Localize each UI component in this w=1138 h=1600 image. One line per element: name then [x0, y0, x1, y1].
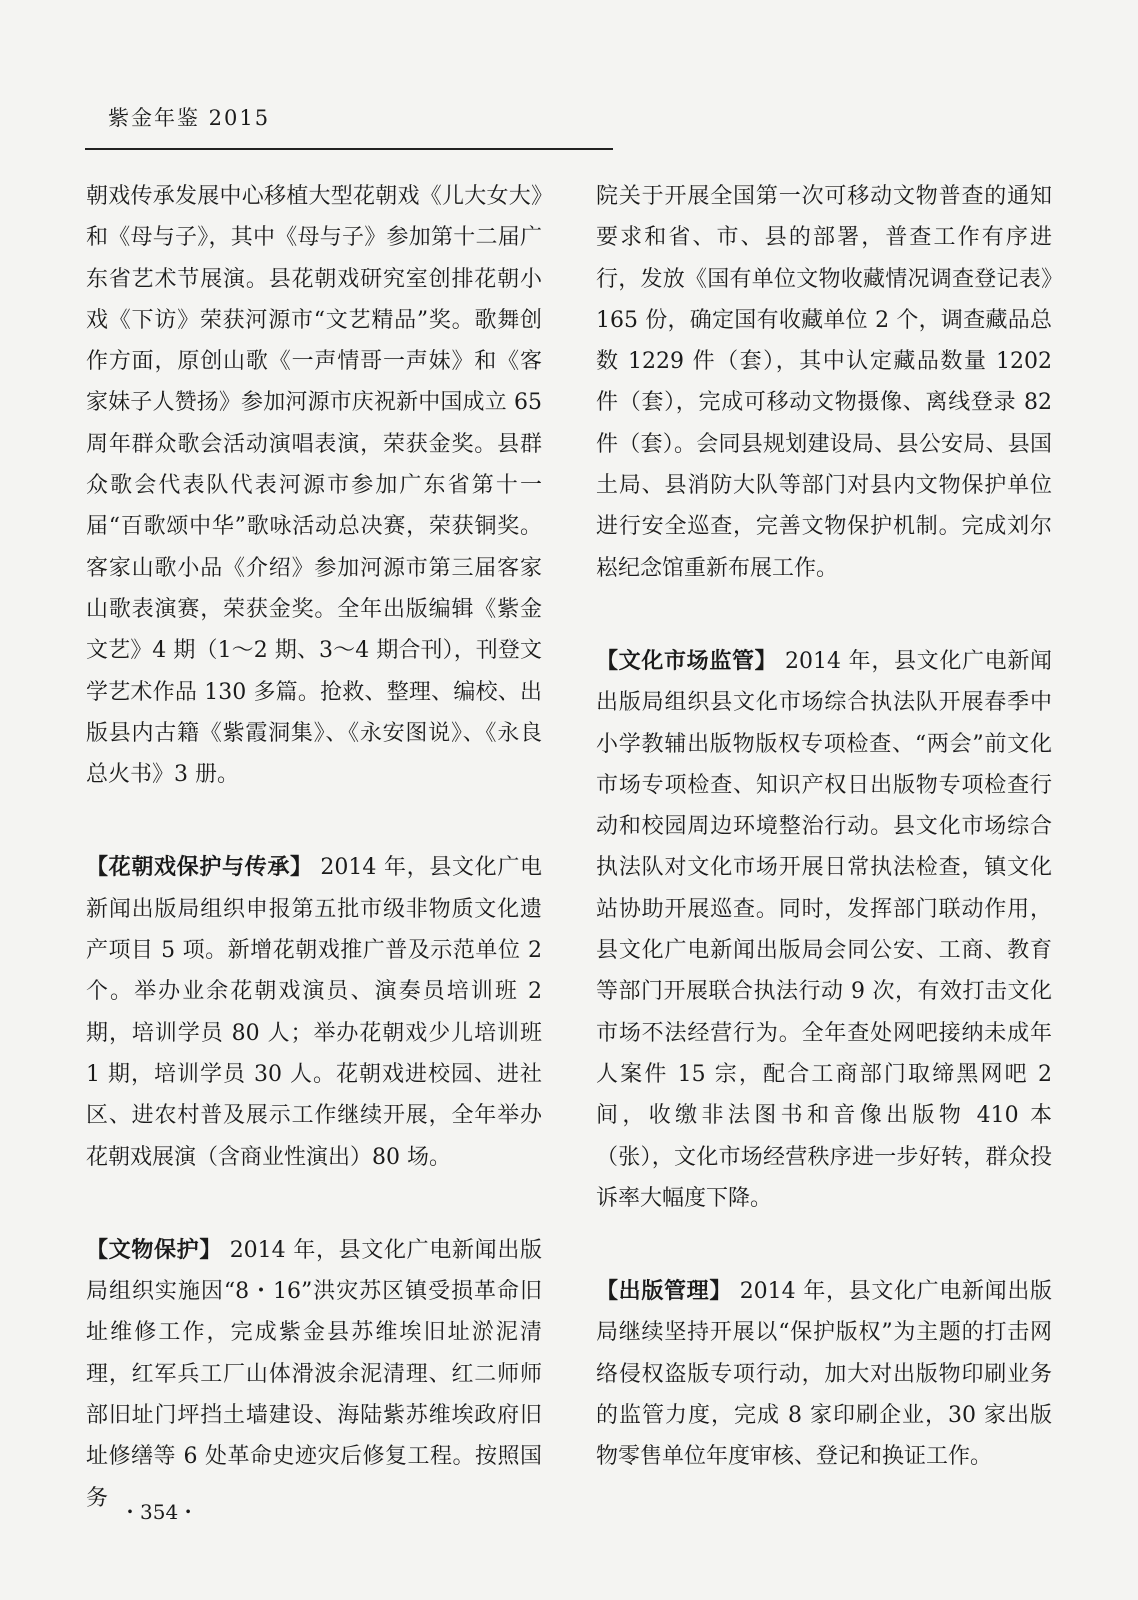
section-huachaoxi — [86, 847, 542, 1177]
header-rule — [85, 148, 613, 150]
section-heading: 【文物保护】 — [86, 1237, 223, 1263]
section-wenhua-shichang — [596, 641, 1052, 1219]
section-heading: 【出版管理】 — [596, 1279, 733, 1305]
right-column — [596, 176, 1052, 1478]
running-header-title: 紫金年鉴 2015 — [108, 106, 271, 130]
section-text: 2014 年，县文化广电新闻出版局继续坚持开展以“保护版权”为主题的打击网络侵权盗版专项行动，加大对出版物印刷业务的监管力度，完成 8 家印刷企业，30 家出版物零售单位年度审核、登记和换证工作。 — [596, 1279, 1053, 1470]
section-chuban — [596, 1271, 1052, 1477]
section-continuation — [596, 176, 1052, 589]
paragraph — [86, 847, 542, 1177]
section-heading: 【花朝戏保护与传承】 — [86, 855, 313, 881]
section-text: 院关于开展全国第一次可移动文物普查的通知要求和省、市、县的部署，普查工作有序进行，发放《国有单位文物收藏情况调查登记表》165 份，确定国有收藏单位 2 个，调查藏品总数 1229 件（套），其中认定藏品数量 1202 件（套），完成可移动文物摄像、离线登录 82 件（套）。会同县规划建设局、县公安局、县国土局、县消防大队等部门对县内文物保护单位进行安全巡查，完善文物保护机制。完成刘尔崧纪念馆重新布展工作。 — [596, 184, 1052, 581]
paragraph — [596, 1271, 1052, 1477]
paragraph — [596, 176, 1052, 589]
section-text: 2014 年，县文化广电新闻出版局组织县文化市场综合执法队开展春季中小学教辅出版物版权专项检查、“两会”前文化市场专项检查、知识产权日出版物专项检查行动和校园周边环境整治行动。县文化市场综合执法队对文化市场开展日常执法检查，镇文化站协助开展巡查。同时，发挥部门联动作用，县文化广电新闻出版局会同公安、工商、教育等部门开展联合执法行动 9 次，有效打击文化市场不法经营行为。全年查处网吧接纳未成年人案件 15 宗，配合工商部门取缔黑网吧 2 间，收缴非法图书和音像出版物 410 本（张），文化市场经营秩序进一步好转，群众投诉率大幅度下降。 — [596, 648, 1052, 1211]
paragraph — [596, 641, 1052, 1219]
section-text: 2014 年，县文化广电新闻出版局组织实施因“8・16”洪灾苏区镇受损革命旧址维修工作，完成紫金县苏维埃旧址淤泥清理，红军兵工厂山体滑波余泥清理、红二师师部旧址门坪挡土墙建设、海陆紫苏维埃政府旧址修缮等 6 处革命史迹灾后修复工程。按照国务 — [86, 1237, 543, 1511]
left-column — [86, 176, 542, 1519]
section-text: 2014 年，县文化广电新闻出版局组织申报第五批市级非物质文化遗产项目 5 项。新增花朝戏推广普及示范单位 2 个。举办业余花朝戏演员、演奏员培训班 2 期，培训学员 80 人；举办花朝戏少儿培训班 1 期，培训学员 30 人。花朝戏进校园、进社区、进农村普及展示工作继续开展，全年举办花朝戏展演（含商业性演出）80 场。 — [86, 855, 542, 1170]
section-wenwu — [86, 1230, 542, 1519]
paragraph — [86, 1230, 542, 1519]
page-number: ・354・ — [120, 1500, 199, 1524]
section-heading: 【文化市场监管】 — [596, 648, 778, 674]
section-continuation — [86, 176, 542, 795]
section-text: 朝戏传承发展中心移植大型花朝戏《儿大女大》和《母与子》，其中《母与子》参加第十二届广东省艺术节展演。县花朝戏研究室创排花朝小戏《下访》荣获河源市“文艺精品”奖。歌舞创作方面，原创山歌《一声情哥一声妹》和《客家妹子人赞扬》参加河源市庆祝新中国成立 65 周年群众歌会活动演唱表演，荣获金奖。县群众歌会代表队代表河源市参加广东省第十一届“百歌颂中华”歌咏活动总决赛，荣获铜奖。客家山歌小品《介绍》参加河源市第三届客家山歌表演赛，荣获金奖。全年出版编辑《紫金文艺》4 期（1～2 期、3～4 期合刊），刊登文学艺术作品 130 多篇。抢救、整理、编校、出版县内古籍《紫霞洞集》、《永安图说》、《永良总火书》3 册。 — [86, 184, 542, 788]
paragraph — [86, 176, 542, 795]
